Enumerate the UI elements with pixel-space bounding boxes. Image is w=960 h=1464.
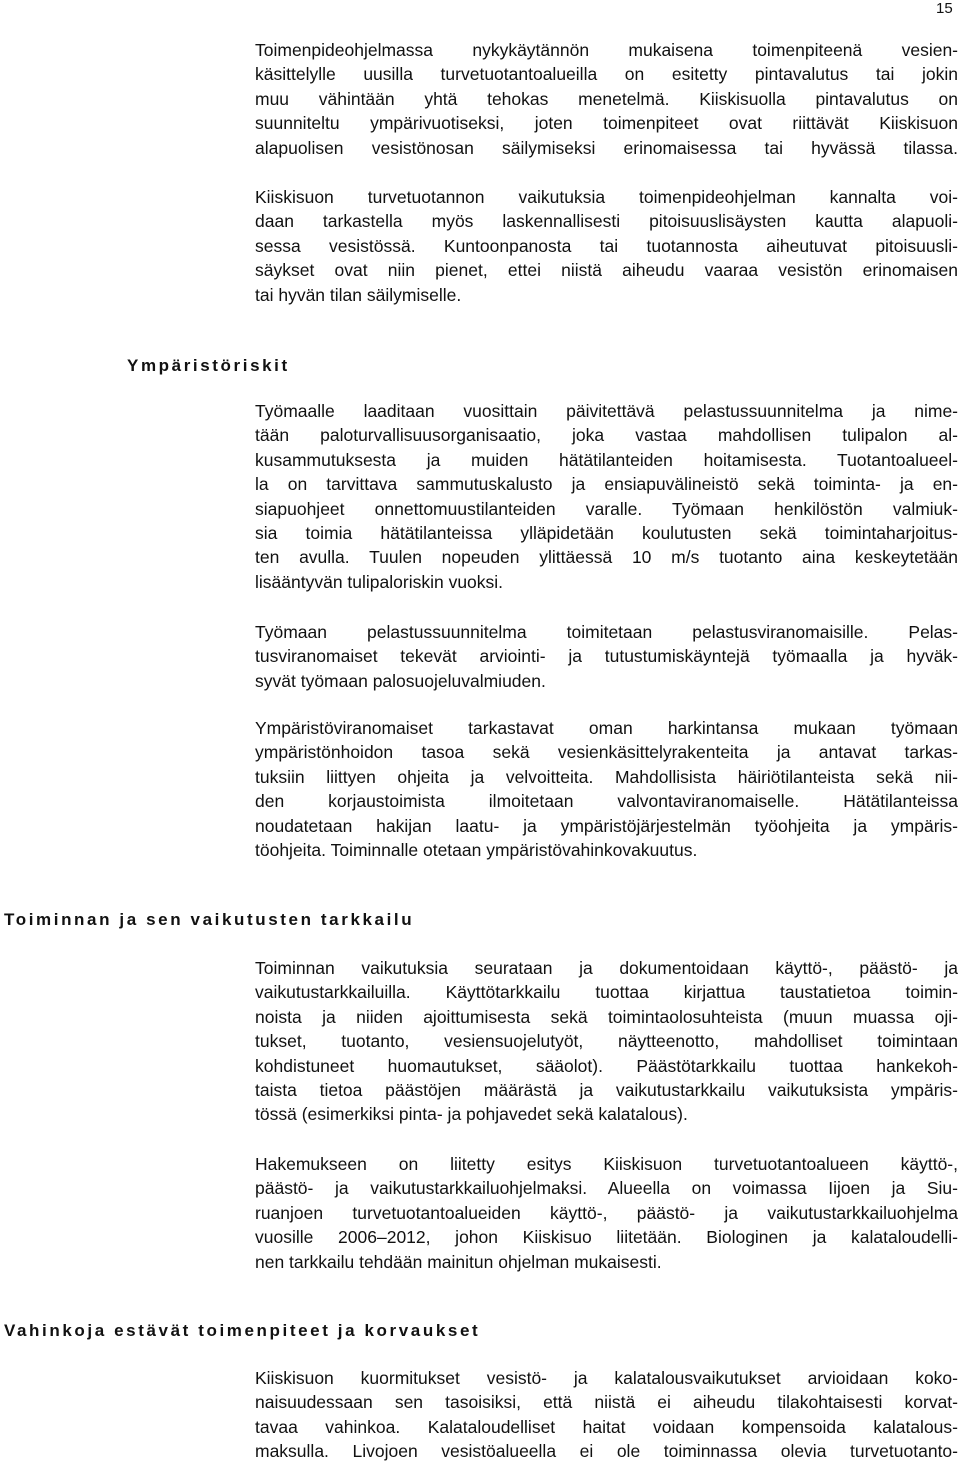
paragraph — [255, 399, 958, 594]
text-line: naisuudessaan sen tasoisiksi, että niistä ei aiheudu tilakohtaisesti korvat- — [255, 1392, 958, 1413]
section-heading-monitoring: Toiminnan ja sen vaikutusten tarkkailu — [4, 910, 415, 929]
paragraph — [255, 185, 958, 307]
text-line: tuksiin liittyen ohjeita ja velvoitteita. Mahdollisista häiriötilanteista sekä nii- — [255, 766, 958, 787]
text-line: päästö- ja vaikutustarkkailuohjelmaksi. Alueella on voimassa Iijoen ja Siu- — [255, 1178, 958, 1199]
text-line: Toiminnan vaikutuksia seurataan ja dokumentoidaan käyttö-, päästö- ja — [255, 958, 958, 978]
text-line: noista ja niiden ajoittumisesta sekä toimintaolosuhteista (muun muassa oji- — [255, 1006, 958, 1027]
text-line: daan tarkastella myös laskennallisesti pitoisuuslisäysten kautta alapuoli- — [255, 211, 958, 232]
paragraph — [255, 956, 958, 1127]
text-line: maksulla. Livojoen vesistöalueella ei ole toiminnassa olevia turvetuotanto- — [255, 1441, 958, 1462]
text-line: syvät työmaan palosuojeluvalmiuden. — [255, 670, 546, 691]
text-line: vaikutustarkkailuilla. Käyttötarkkailu tuottaa kirjattua taustatietoa toimin- — [255, 982, 958, 1003]
section-heading-damage: Vahinkoja estävät toimenpiteet ja korvaukset — [4, 1321, 481, 1340]
page-number: 15 — [936, 0, 953, 17]
text-line: nen tarkkailu tehdään mainitun ohjelman mukaisesti. — [255, 1251, 662, 1272]
text-line: kohdistuneet huomautukset, sääolot). Päästötarkkailu tuottaa hankekoh- — [255, 1055, 958, 1076]
paragraph — [255, 620, 958, 693]
text-line: ympäristönhoidon tasoa sekä vesienkäsittelyrakenteita ja antavat tarkas- — [255, 742, 958, 763]
paragraph — [255, 1366, 958, 1464]
text-line: den korjaustoimista ilmoitetaan valvontaviranomaiselle. Hätätilanteissa — [255, 791, 958, 812]
text-line: taista tietoa päästöjen määrästä ja vaikutustarkkailu vaikutuksista ympäris- — [255, 1079, 958, 1100]
text-line: säykset ovat niin pienet, ettei niistä aiheudu vaaraa vesistön erinomaisen — [255, 260, 958, 281]
text-line: käsittelylle uusilla turvetuotantoalueilla on esitetty pintavalutus tai jokin — [255, 64, 958, 85]
text-line: Kiiskisuon turvetuotannon vaikutuksia toimenpideohjelman kannalta voi- — [255, 187, 958, 207]
text-line: suunniteltu ympärivuotiseksi, joten toimenpiteet ovat riittävät Kiiskisuon — [255, 113, 958, 134]
text-line: vuosille 2006–2012, johon Kiiskisuo liitetään. Biologinen ja kalataloudelli- — [255, 1227, 958, 1248]
text-line: alapuolisen vesistönosan säilymiseksi erinomaisessa tai hyvässä tilassa. — [255, 137, 958, 158]
text-line: Työmaalle laaditaan vuosittain päivitettävä pelastussuunnitelma ja nime- — [255, 401, 958, 421]
text-line: noudatetaan hakijan laatu- ja ympäristöjärjestelmän työohjeita ja ympäris- — [255, 815, 958, 836]
text-line: kusammutuksesta ja muiden hätätilanteiden hoitamisesta. Tuotantoalueel- — [255, 449, 958, 470]
text-line: Kiiskisuon kuormitukset vesistö- ja kalatalousvaikutukset arvioidaan koko- — [255, 1368, 958, 1388]
text-line: tusviranomaiset tekevät arviointi- ja tutustumiskäyntejä työmaalla ja hyväk- — [255, 646, 958, 667]
text-line: Hakemukseen on liitetty esitys Kiiskisuon turvetuotantoalueen käyttö-, — [255, 1154, 958, 1174]
text-line: ruanjoen turvetuotantoalueiden käyttö-, päästö- ja vaikutustarkkailuohjelma — [255, 1202, 958, 1223]
paragraph — [255, 716, 958, 862]
text-line: Toimenpideohjelmassa nykykäytännön mukaisena toimenpiteenä vesien- — [255, 40, 958, 60]
text-line: tään paloturvallisuusorganisaatio, joka vastaa mahdollisen tulipalon al- — [255, 425, 958, 446]
text-line: la on tarvittava sammutuskalusto ja ensiapuvälineistö sekä toiminta- ja en- — [255, 474, 958, 495]
text-line: tukset, tuotanto, vesiensuojelutyöt, näytteenotto, mahdolliset toimintaan — [255, 1031, 958, 1052]
text-line: lisääntyvän tulipaloriskin vuoksi. — [255, 571, 504, 592]
text-line: Ympäristöviranomaiset tarkastavat oman harkintansa mukaan työmaan — [255, 718, 958, 738]
paragraph — [255, 38, 958, 160]
text-line: muu vähintään yhtä tehokas menetelmä. Kiiskisuolla pintavalutus on — [255, 88, 958, 109]
paragraph — [255, 1152, 958, 1274]
text-line: ten avulla. Tuulen nopeuden ylittäessä 10 m/s tuotanto aina keskeytetään — [255, 547, 958, 568]
section-heading-risks: Ympäristöriskit — [127, 356, 290, 375]
text-line: tai hyvän tilan säilymiselle. — [255, 284, 462, 305]
text-line: tavaa vahinkoa. Kalataloudelliset haitat voidaan kompensoida kalatalous- — [255, 1416, 958, 1437]
text-line: tössä (esimerkiksi pinta- ja pohjavedet sekä kalatalous). — [255, 1104, 688, 1125]
text-line: siapuohjeet onnettomuustilanteiden varalle. Työmaan henkilöstön valmiuk- — [255, 498, 958, 519]
text-line: töohjeita. Toiminnalle otetaan ympäristövahinkovakuutus. — [255, 839, 698, 860]
text-line: sessa vesistössä. Kuntoonpanosta tai tuotannosta aiheutuvat pitoisuusli- — [255, 235, 958, 256]
text-line: sia toimia hätätilanteissa ylläpidetään koulutusten sekä toimintaharjoitus- — [255, 522, 958, 543]
text-line: Työmaan pelastussuunnitelma toimitetaan pelastusviranomaisille. Pelas- — [255, 622, 958, 642]
